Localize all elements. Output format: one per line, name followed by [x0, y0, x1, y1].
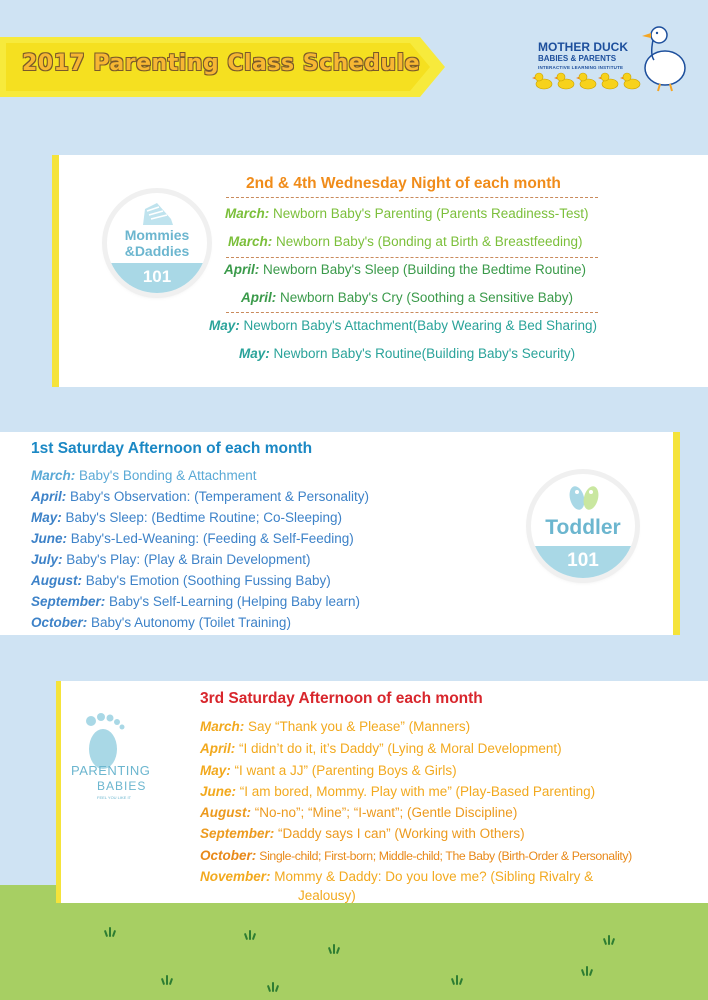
list-item: September: “Daddy says I can” (Working with Others)	[200, 826, 525, 841]
badge-line2: &Daddies	[124, 243, 190, 259]
list-item: May: Baby's Sleep: (Bedtime Routine; Co-Sleeping)	[31, 510, 342, 525]
list-item: November: Mommy & Daddy: Do you love me? (Sibling Rivalry &	[200, 869, 594, 884]
logo-tagline: INTERACTIVE LEARNING INSTITUTE	[538, 65, 624, 70]
shoe-icon	[137, 199, 177, 229]
duck-family-icon	[532, 20, 692, 95]
logo-name: MOTHER DUCK	[538, 40, 628, 54]
list-item: March: Newborn Baby's Parenting (Parents Readiness-Test)	[225, 206, 589, 221]
badge-label: Toddler	[545, 516, 621, 539]
footprint-icon	[81, 711, 129, 771]
grass-tuft	[103, 927, 117, 937]
list-item: July: Baby's Play: (Play & Brain Development)	[31, 552, 311, 567]
divider	[226, 197, 598, 198]
grass-tuft	[160, 975, 174, 985]
list-item: June: “I am bored, Mommy. Play with me” (Play-Based Parenting)	[200, 784, 596, 799]
list-item: March: Newborn Baby's (Bonding at Birth & Breastfeeding)	[228, 234, 583, 249]
list-item: April: “I didn’t do it, it’s Daddy” (Lying & Moral Development)	[200, 741, 562, 756]
logo-line2: BABIES	[97, 779, 147, 793]
divider	[226, 257, 598, 258]
grass-tuft	[266, 982, 280, 992]
list-item: October: Baby's Autonomy (Toilet Training)	[31, 615, 291, 630]
list-item: May: Newborn Baby's Routine(Building Baby's Security)	[239, 346, 576, 361]
title-banner	[0, 37, 445, 97]
section-heading: 3rd Saturday Afternoon of each month	[200, 690, 483, 707]
logo-subtitle: BABIES & PARENTS	[538, 54, 617, 63]
badge-number: 101	[567, 550, 599, 571]
list-item: March: Say “Thank you & Please” (Manners)	[200, 719, 471, 734]
parenting-babies-card	[56, 681, 708, 903]
toddler-card	[0, 432, 680, 635]
list-item: August: Baby's Emotion (Soothing Fussing Baby)	[31, 573, 331, 588]
list-item: May: Newborn Baby's Attachment(Baby Wearing & Bed Sharing)	[209, 318, 598, 333]
list-item: August: “No-no”; “Mine”; “I-want”; (Gentle Discipline)	[200, 805, 518, 820]
logo-line3: FEEL YOU LIKE IT	[97, 795, 132, 800]
list-item: April: Baby's Observation: (Temperament & Personality)	[31, 489, 369, 504]
list-item: September: Baby's Self-Learning (Helping Baby learn)	[31, 594, 360, 609]
baby-feet-icon	[567, 482, 601, 514]
section-heading: 1st Saturday Afternoon of each month	[31, 440, 313, 457]
list-item: April: Newborn Baby's Cry (Soothing a Sensitive Baby)	[241, 290, 573, 305]
mother-duck-logo	[532, 20, 692, 95]
list-item: April: Newborn Baby's Sleep (Building the Bedtime Routine)	[224, 262, 587, 277]
badge-number: 101	[142, 267, 172, 286]
section-heading: 2nd & 4th Wednesday Night of each month	[246, 175, 561, 192]
grass-tuft	[450, 975, 464, 985]
logo-line1: PARENTING	[71, 763, 151, 778]
divider	[226, 312, 598, 313]
grass-tuft	[327, 944, 341, 954]
list-item: May: “I want a JJ” (Parenting Boys & Girls)	[200, 763, 457, 778]
parenting-babies-logo	[71, 711, 196, 811]
page-title: 2017 Parenting Class Schedule	[22, 51, 421, 76]
grass-tuft	[602, 935, 616, 945]
list-item: June: Baby's-Led-Weaning: (Feeding & Self-Feeding)	[31, 531, 354, 546]
grass-tuft	[243, 930, 257, 940]
list-item: March: Baby's Bonding & Attachment	[31, 468, 257, 483]
mommies-daddies-card	[52, 155, 708, 387]
list-item: Jealousy)	[298, 888, 356, 903]
badge-line1: Mommies	[124, 227, 190, 243]
toddler-badge	[531, 474, 635, 578]
grass-tuft	[580, 966, 594, 976]
mommies-daddies-badge	[107, 193, 207, 293]
list-item: October: Single-child; First-born; Middle-child; The Baby (Birth-Order & Personality)	[200, 848, 632, 863]
